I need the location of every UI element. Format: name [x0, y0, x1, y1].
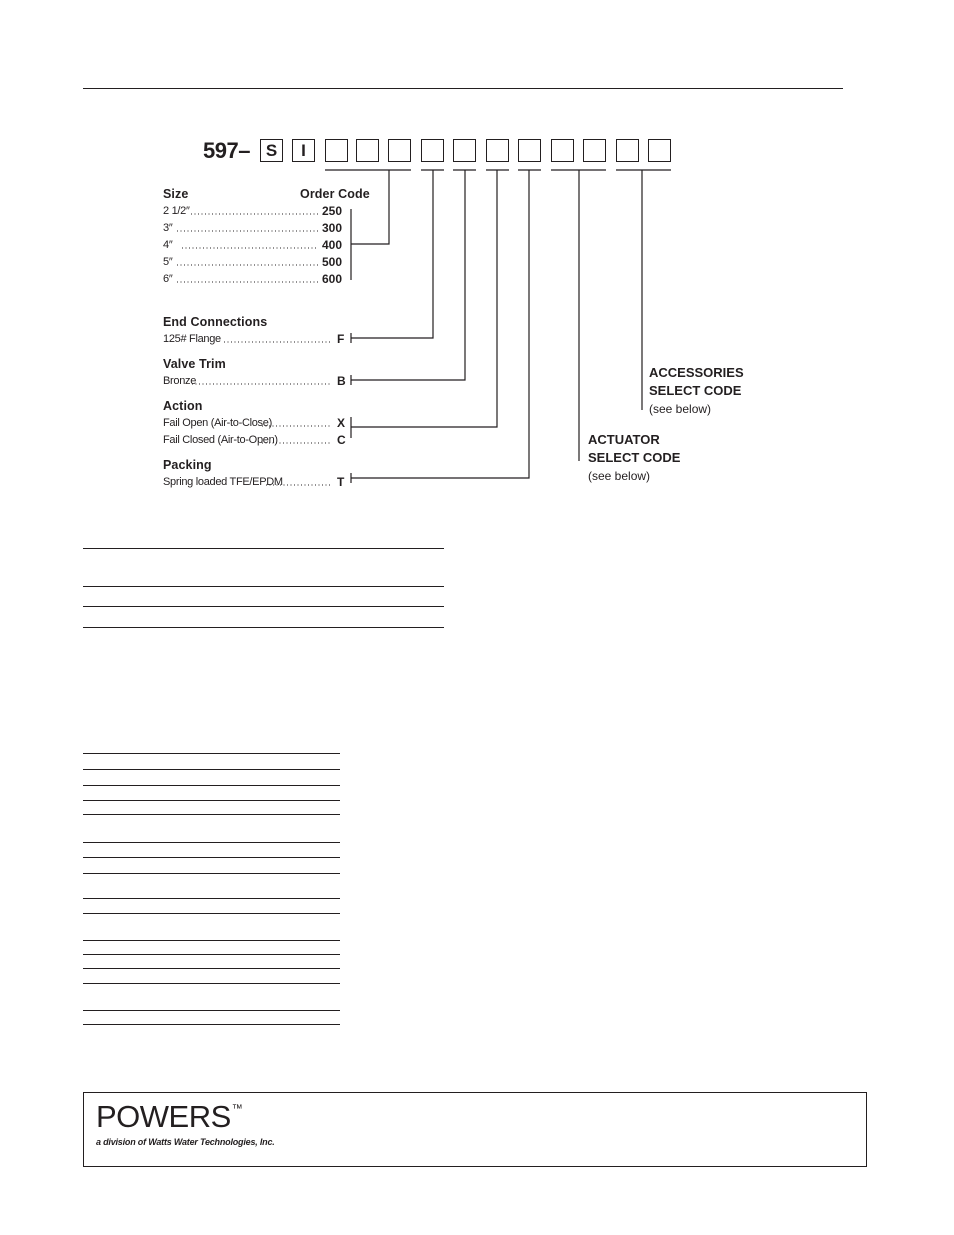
- actuator-line2: SELECT CODE: [588, 450, 681, 465]
- order-code-header: Order Code: [300, 187, 370, 201]
- table-rule: [83, 1024, 340, 1025]
- table-rule: [83, 857, 340, 858]
- leader-dots: [0, 0, 954, 520]
- valve-trim-header: Valve Trim: [163, 357, 226, 371]
- actuator-line1: ACTUATOR: [588, 432, 660, 447]
- table-rule: [83, 913, 340, 914]
- model-prefix: 597–: [203, 138, 250, 163]
- table-rule: [83, 873, 340, 874]
- size-option-label: 6″: [163, 273, 173, 285]
- accessories-callout: [649, 364, 744, 418]
- actuator-note: (see below): [588, 469, 651, 483]
- table-rule: [83, 606, 444, 607]
- packing-code: T: [337, 475, 345, 489]
- table-rule: [83, 785, 340, 786]
- table-rule: [83, 548, 444, 549]
- size-header: Size: [163, 187, 189, 201]
- size-option-label: 4″: [163, 239, 173, 251]
- accessories-note: (see below): [649, 402, 712, 416]
- table-rule: [83, 842, 340, 843]
- footer-box: [83, 1092, 867, 1167]
- action-code: X: [337, 416, 346, 430]
- table-rule: [83, 814, 340, 815]
- action-option: Fail Open (Air-to-Close): [163, 417, 272, 429]
- table-rule: [83, 983, 340, 984]
- table-rule: [83, 753, 340, 754]
- size-option-label: 3″: [163, 222, 173, 234]
- end-connections-code: F: [337, 332, 345, 346]
- code-box-2: I: [292, 139, 315, 162]
- code-box-1: S: [260, 139, 283, 162]
- end-connections-header: End Connections: [163, 315, 268, 329]
- table-rule: [83, 940, 340, 941]
- table-rule: [83, 968, 340, 969]
- trademark: ™: [231, 1103, 243, 1115]
- table-rule: [83, 1010, 340, 1011]
- size-code: 250: [322, 204, 343, 218]
- packing-option: Spring loaded TFE/EPDM: [163, 476, 283, 488]
- size-code: 300: [322, 221, 343, 235]
- brand-tagline: a division of Watts Water Technologies, Inc.: [96, 1137, 275, 1147]
- valve-trim-code: B: [337, 374, 346, 388]
- accessories-line2: SELECT CODE: [649, 383, 742, 398]
- size-code: 600: [322, 272, 343, 286]
- size-code: 400: [322, 238, 343, 252]
- table-rule: [83, 627, 444, 628]
- accessories-line1: ACCESSORIES: [649, 365, 744, 380]
- action-header: Action: [163, 399, 203, 413]
- valve-trim-option: Bronze: [163, 375, 197, 387]
- table-rule: [83, 800, 340, 801]
- brand-name: POWERS: [96, 1099, 231, 1134]
- table-rule: [83, 954, 340, 955]
- table-rule: [83, 769, 340, 770]
- table-rule: [83, 898, 340, 899]
- packing-header: Packing: [163, 458, 212, 472]
- action-code: C: [337, 433, 346, 447]
- size-option-label: 5″: [163, 256, 173, 268]
- action-option: Fail Closed (Air-to-Open): [163, 434, 278, 446]
- size-code: 500: [322, 255, 343, 269]
- table-rule: [83, 586, 444, 587]
- end-connections-option: 125# Flange: [163, 333, 221, 345]
- actuator-callout: [588, 431, 680, 485]
- powers-logo: [96, 1099, 242, 1135]
- size-option-label: 2 1/2″: [163, 205, 190, 217]
